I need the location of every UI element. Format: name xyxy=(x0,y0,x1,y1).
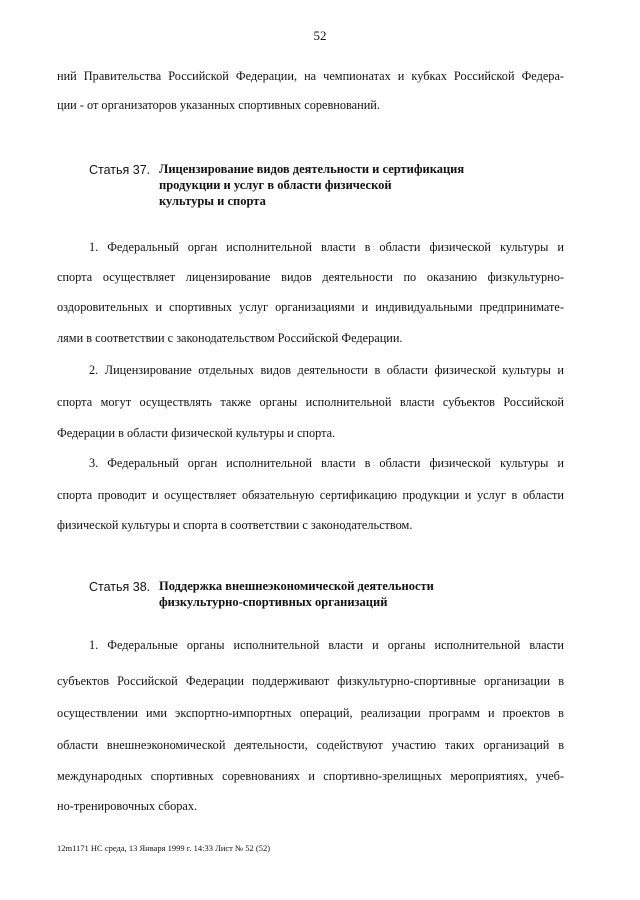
article-37-p2-line-2: спорта могут осуществлять также органы исполнительной власти субъектов Российской xyxy=(57,395,564,409)
article-37-p1-line-1: 1. Федеральный орган исполнительной власти в области физической культуры и xyxy=(89,240,564,254)
article-38-p1-line-6: но-тренировочных сборах. xyxy=(57,799,198,813)
article-38-title-line-2: физкультурно-спортивных организаций xyxy=(159,595,388,609)
article-37-p3-line-1: 3. Федеральный орган исполнительной власти в области физической культуры и xyxy=(89,456,564,470)
article-38-title-line-1: Поддержка внешнеэкономической деятельности xyxy=(159,579,434,593)
article-38-p1-line-5: международных спортивных соревнованиях и спортивно-зрелищных мероприятиях, учеб- xyxy=(57,769,564,783)
article-37-title-line-2: продукции и услуг в области физической xyxy=(159,178,392,192)
article-37-p3-line-3: физической культуры и спорта в соответствии с законодательством. xyxy=(57,518,413,532)
article-37-p2-line-3: Федерации в области физической культуры и спорта. xyxy=(57,426,336,440)
intro-line-2: ции - от организаторов указанных спортивных соревнований. xyxy=(57,98,380,112)
article-38-prefix: Статья 38. xyxy=(89,580,151,594)
article-37-p2-line-1: 2. Лицензирование отдельных видов деятельности в области физической культуры и xyxy=(89,363,564,377)
page-number: 52 xyxy=(313,28,327,43)
article-37-p1-line-2: спорта осуществляет лицензирование видов деятельности по оказанию физкультурно- xyxy=(57,270,564,284)
article-38-p1-line-1: 1. Федеральные органы исполнительной власти и органы исполнительной власти xyxy=(89,638,564,652)
page-footer: 12m1171 НС среда, 13 Января 1999 г. 14:33 Лист № 52 (52) xyxy=(57,843,271,853)
article-37-p1-line-3: оздоровительных и спортивных услуг организациями и индивидуальными предпринимате- xyxy=(57,300,564,314)
article-38-p1-line-3: осуществлении ими экспортно-импортных операций, реализации программ и проектов в xyxy=(57,706,564,720)
intro-line-1: ний Правительства Российской Федерации, на чемпионатах и кубках Российской Федера- xyxy=(57,69,564,83)
article-37-p3-line-2: спорта проводит и осуществляет обязательную сертификацию продукции и услуг в области xyxy=(57,488,564,502)
article-37-title-line-1: Лицензирование видов деятельности и сертификация xyxy=(159,162,465,176)
article-38-p1-line-2: субъектов Российской Федерации поддерживают физкультурно-спортивные организации в xyxy=(57,674,564,688)
article-37-p1-line-4: лями в соответствии с законодательством Российской Федерации. xyxy=(57,331,403,345)
article-38-p1-line-4: области внешнеэкономической деятельности, содействуют участию таких организаций в xyxy=(57,738,564,752)
article-37-title-line-3: культуры и спорта xyxy=(159,194,266,208)
article-37-prefix: Статья 37. xyxy=(89,163,151,177)
